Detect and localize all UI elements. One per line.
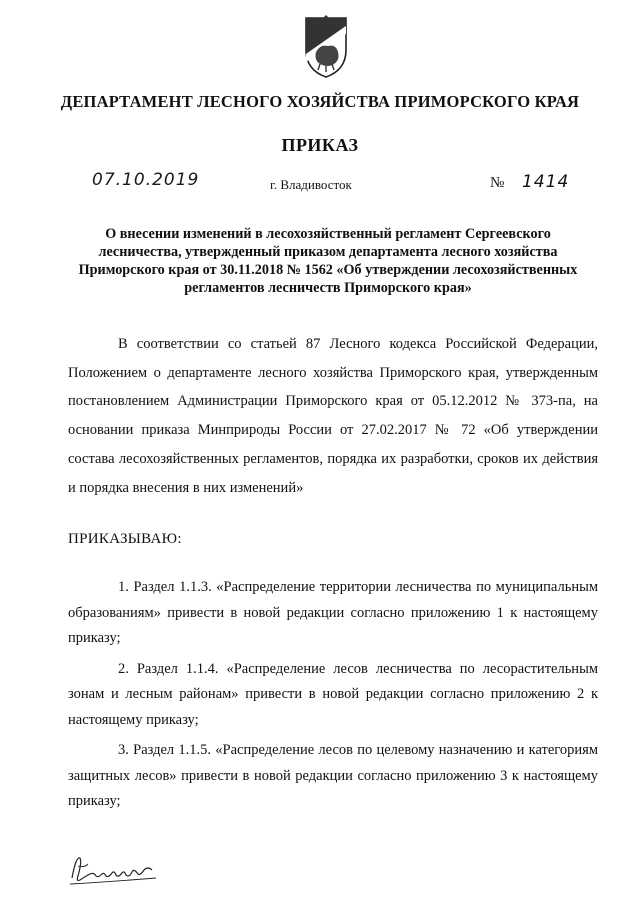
order-number-sign: № xyxy=(490,175,505,191)
order-items-list xyxy=(68,575,598,820)
order-item: 3. Раздел 1.1.5. «Распределение лесов по целевому назначению и категориям защитных лесов» привести в новой редакции согласно приложению 3 к настоящему приказу; xyxy=(68,742,598,809)
order-directive: ПРИКАЗЫВАЮ: xyxy=(68,531,182,547)
coat-of-arms-icon xyxy=(298,14,354,80)
order-city: г. Владивосток xyxy=(270,177,352,192)
department-title: ДЕПАРТАМЕНТ ЛЕСНОГО ХОЗЯЙСТВА ПРИМОРСКОГО КРАЯ xyxy=(60,92,580,111)
order-subject: О внесении изменений в лесохозяйственный регламент Сергеевского лесничества, утвержденный приказом департамента лесного хозяйства Приморского края от 30.11.2018 № 1562 «Об утверждении лесохозяйственных регламентов лесничеств Приморского края» xyxy=(78,226,578,296)
handwritten-signature xyxy=(66,848,166,892)
order-number: 1414 xyxy=(522,172,570,192)
order-preamble: В соответствии со статьей 87 Лесного кодекса Российской Федерации, Положением о департаменте лесного хозяйства Приморского края, утвержденным постановлением Администрации Приморского края от 05.12.2012 № 373-па, на основании приказа Минприроды России от 27.02.2017 № 72 «Об утверждении состава лесохозяйственных регламентов, порядка их разработки, сроков их действия и порядка внесения в них изменений» xyxy=(68,336,598,496)
order-item: 1. Раздел 1.1.3. «Распределение территории лесничества по муниципальным образованиям» привести в новой редакции согласно приложению 1 к настоящему приказу; xyxy=(68,579,598,646)
order-date: 07.10.2019 xyxy=(92,170,200,190)
document-type-title: ПРИКАЗ xyxy=(281,135,359,155)
order-item: 2. Раздел 1.1.4. «Распределение лесов лесничества по лесорастительным зонам и лесным районам» привести в новой редакции согласно приложению 2 к настоящему приказу; xyxy=(68,660,598,728)
